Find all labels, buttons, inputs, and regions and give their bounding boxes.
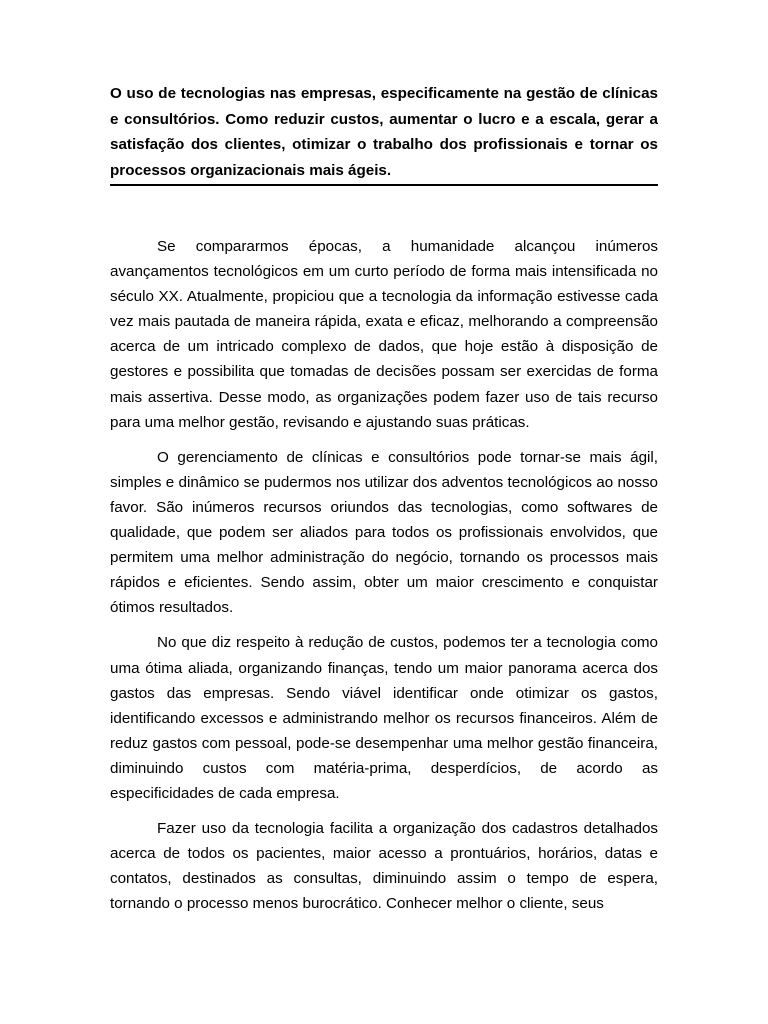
document-body (110, 234, 658, 916)
document-content (110, 81, 658, 926)
paragraph-1: Se compararmos épocas, a humanidade alcançou inúmeros avançamentos tecnológicos em um curto período de forma mais intensificada no século XX. Atualmente, propiciou que a tecnologia da informação estivesse cada vez mais pautada de maneira rápida, exata e eficaz, melhorando a compreensão acerca de um intricado complexo de dados, que hoje estão à disposição de gestores e possibilita que tomadas de decisões possam ser exercidas de forma mais assertiva. Desse modo, as organizações podem fazer uso de tais recurso para uma melhor gestão, revisando e ajustando suas práticas. (110, 238, 658, 431)
document-title: O uso de tecnologias nas empresas, especificamente na gestão de clínicas e consultórios. Como reduzir custos, aumentar o lucro e a escala, gerar a satisfação dos clientes, otimizar o trabalho dos profissionais e tornar os processos organizacionais mais ágeis. (110, 81, 658, 186)
paragraph-2: O gerenciamento de clínicas e consultórios pode tornar-se mais ágil, simples e dinâmico se pudermos nos utilizar dos adventos tecnológicos ao nosso favor. São inúmeros recursos oriundos das tecnologias, como softwares de qualidade, que podem ser aliados para todos os profissionais envolvidos, que permitem uma melhor administração do negócio, tornando os processos mais rápidos e eficientes. Sendo assim, obter um maior crescimento e conquistar ótimos resultados. (110, 448, 658, 617)
paragraph-3: No que diz respeito à redução de custos, podemos ter a tecnologia como uma ótima aliada, organizando finanças, tendo um maior panorama acerca dos gastos das empresas. Sendo viável identificar onde otimizar os gastos, identificando excessos e administrando melhor os recursos financeiros. Além de reduz gastos com pessoal, pode-se desempenhar uma melhor gestão financeira, diminuindo custos com matéria-prima, desperdícios, de acordo as especificidades de cada empresa. (110, 634, 658, 802)
paragraph-4: Fazer uso da tecnologia facilita a organização dos cadastros detalhados acerca de todos os pacientes, maior acesso a prontuários, horários, datas e contatos, destinados as consultas, diminuindo assim o tempo de espera, tornando o processo menos burocrático. Conhecer melhor o cliente, seus (110, 820, 658, 913)
